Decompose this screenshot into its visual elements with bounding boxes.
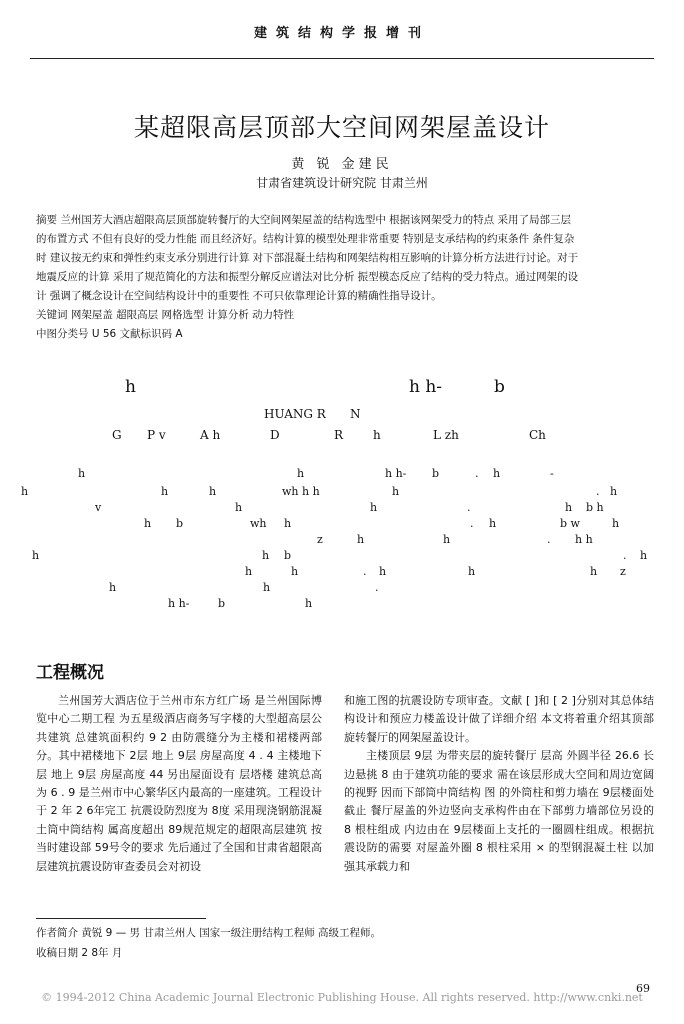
english-abstract-fragment: . [475,467,479,480]
english-title-fragment: h h- [409,377,443,397]
english-abstract-fragment: h [235,501,243,514]
page-number: 69 [636,982,650,995]
english-abstract-fragment: . [470,517,474,530]
english-abstract-fragment: h [357,533,365,546]
english-abstract-fragment: h [305,597,313,610]
english-affiliation-fragment: A h [200,428,221,442]
english-affiliation-fragment: L zh [433,428,459,442]
english-affiliation-fragment: h [373,428,381,442]
journal-header: 建筑结构学报增刊 [253,26,430,41]
english-abstract-fragment: h [370,501,378,514]
english-abstract-fragment: h [263,581,271,594]
english-abstract-fragment: h [284,517,292,530]
english-abstract-fragment: v [95,501,102,514]
english-author-fragment: HUANG R [264,407,326,421]
body-paragraph: 和施工图的抗震设防专项审查。文献 [ ]和 [ 2 ]分别对其总体结构设计和预应力楼盖设计做了详细介绍 本文将着重介绍其顶部旋转餐厅的网架屋盖设计。 [344,694,654,744]
abstract-line: 的布置方式 不但有良好的受力性能 而且经济好。结构计算的模型处理非常重要 特别是支承结构的约束条件 条件复杂 [36,233,575,245]
english-abstract-fragment: h [468,565,476,578]
section-heading: 工程概况 [36,663,104,683]
english-abstract-fragment: h [32,549,40,562]
english-abstract-fragment: h [78,467,86,480]
english-abstract-fragment: h [610,485,618,498]
english-abstract-fragment: - [550,467,554,480]
english-abstract-fragment: . [375,581,379,594]
english-abstract-fragment: . [363,565,367,578]
english-title-fragment: b [494,377,505,397]
english-abstract-fragment: h h [575,533,593,546]
english-abstract-fragment: . [547,533,551,546]
english-abstract-fragment: h [493,467,501,480]
body-paragraph: 兰州国芳大酒店位于兰州市东方红广场 是兰州国际博览中心二期工程 为五星级酒店商务写字楼的大型超高层公共建筑 总建筑面积约 9 2 由防震缝分为主楼和裙楼两部分。其中裙楼地下 2层 地上 9层 房屋高度 4 . 4 主楼地下 层 地上 9层 房屋高度 44 另出屋面设有 层塔楼 建筑总高为 6 . 9 是兰州市中心繁华区内最高的一座建筑。工程设计于 2 年 2 6年完工 抗震设防烈度为 8度 采用现浇钢筋混凝土筒中筒结构 属高度超出 89规范规定的超限高层建筑 按当时建设部 59号令的要求 先后通过了全国和甘肃省超限高层建筑抗震设防审查委员会对初设 [36,694,322,873]
abstract-line: 时 建议按无约束和弹性约束支承分别进行计算 对下部混凝土结构和网架结构相互影响的计算分析方法进行讨论。对于 [36,252,579,264]
abstract-line: 地震反应的计算 采用了规范简化的方法和振型分解反应谱法对比分析 振型模态反应了结构的受力特点。通过网架的设 [36,271,579,283]
english-abstract-fragment: . [623,549,627,562]
english-abstract-fragment: b [176,517,184,530]
english-affiliation-fragment: D [270,428,280,442]
english-abstract-fragment: . [596,485,600,498]
classification-codes: 中图分类号 U 56 文献标识码 A [36,328,183,340]
english-abstract-fragment: b h [586,501,604,514]
english-abstract-fragment: h [612,517,620,530]
footnote-rule [36,918,206,919]
received-date: 收稿日期 2 8年 月 [36,947,123,959]
keywords: 关键词 网架屋盖 超限高层 网格选型 计算分析 动力特性 [36,309,295,321]
english-abstract-fragment: h [297,467,305,480]
english-abstract-fragment: h [161,485,169,498]
english-abstract-fragment: h [565,501,573,514]
english-abstract-fragment: h [392,485,400,498]
article-affiliation: 甘肃省建筑设计研究院 甘肃兰州 [256,176,428,190]
english-title-fragment: h [125,377,136,397]
article-authors: 黄 锐 金建民 [291,157,393,172]
english-abstract-fragment: z [317,533,323,546]
body-column-right [344,692,654,876]
english-abstract-fragment: h h- [168,597,190,610]
english-abstract-fragment: h [209,485,217,498]
english-abstract-fragment: h [640,549,648,562]
author-introduction: 作者简介 黄锐 9 — 男 甘肃兰州人 国家一级注册结构工程师 高级工程师。 [36,927,382,939]
english-abstract-fragment: h [144,517,152,530]
body-paragraph: 主楼顶层 9层 为带夹层的旋转餐厅 层高 外圆半径 26.6 长边悬挑 8 由于建筑功能的要求 需在该层形成大空间和周边宽阔的视野 因而下部筒中筒结构 图 的外筒柱和剪力墙在 9层楼面处截止 餐厅屋盖的外边竖向支承构件由在下部剪力墙部位另设的 8 根柱组成 内边由在 9层楼面上支托的一圈圆柱组成。根据抗震设防的需要 对屋盖外圈 8 根柱采用 × 的型钢混凝土柱 以加强其承载力和 [344,749,654,873]
english-abstract-fragment: h [443,533,451,546]
abstract-line: 计 强调了概念设计在空间结构设计中的重要性 不可只依靠理论计算的精确性指导设计。 [36,290,442,302]
english-abstract-fragment: h [291,565,299,578]
abstract-line: 摘要 兰州国芳大酒店超限高层顶部旋转餐厅的大空间网架屋盖的结构选型中 根据该网架受力的特点 采用了局部三层 [36,214,572,226]
english-abstract-fragment: h [379,565,387,578]
english-abstract-fragment: h [21,485,29,498]
header-rule [30,58,654,59]
english-abstract-fragment: h [489,517,497,530]
english-abstract-fragment: h [109,581,117,594]
english-abstract-fragment: wh [250,517,267,530]
english-abstract-fragment: z [620,565,626,578]
english-abstract-fragment: b [218,597,226,610]
english-abstract-fragment: h [262,549,270,562]
english-abstract-fragment: b [432,467,440,480]
article-title: 某超限高层顶部大空间网架屋盖设计 [133,113,550,142]
english-abstract-fragment: h [245,565,253,578]
english-affiliation-fragment: Ch [529,428,546,442]
english-abstract-fragment: b [284,549,292,562]
english-affiliation-fragment: R [334,428,344,442]
english-author-fragment: N [350,407,361,421]
english-abstract-fragment: wh h h [282,485,320,498]
copyright-notice: © 1994-2012 China Academic Journal Electronic Publishing House. All rights reserved. http://www.cnki.net [41,991,643,1004]
english-affiliation-fragment: P v [147,428,166,442]
english-abstract-fragment: h [590,565,598,578]
english-abstract-fragment: h h- [385,467,407,480]
english-abstract-fragment: . [467,501,471,514]
english-affiliation-fragment: G [112,428,122,442]
english-abstract-fragment: b w [560,517,580,530]
body-column-left [36,692,322,876]
